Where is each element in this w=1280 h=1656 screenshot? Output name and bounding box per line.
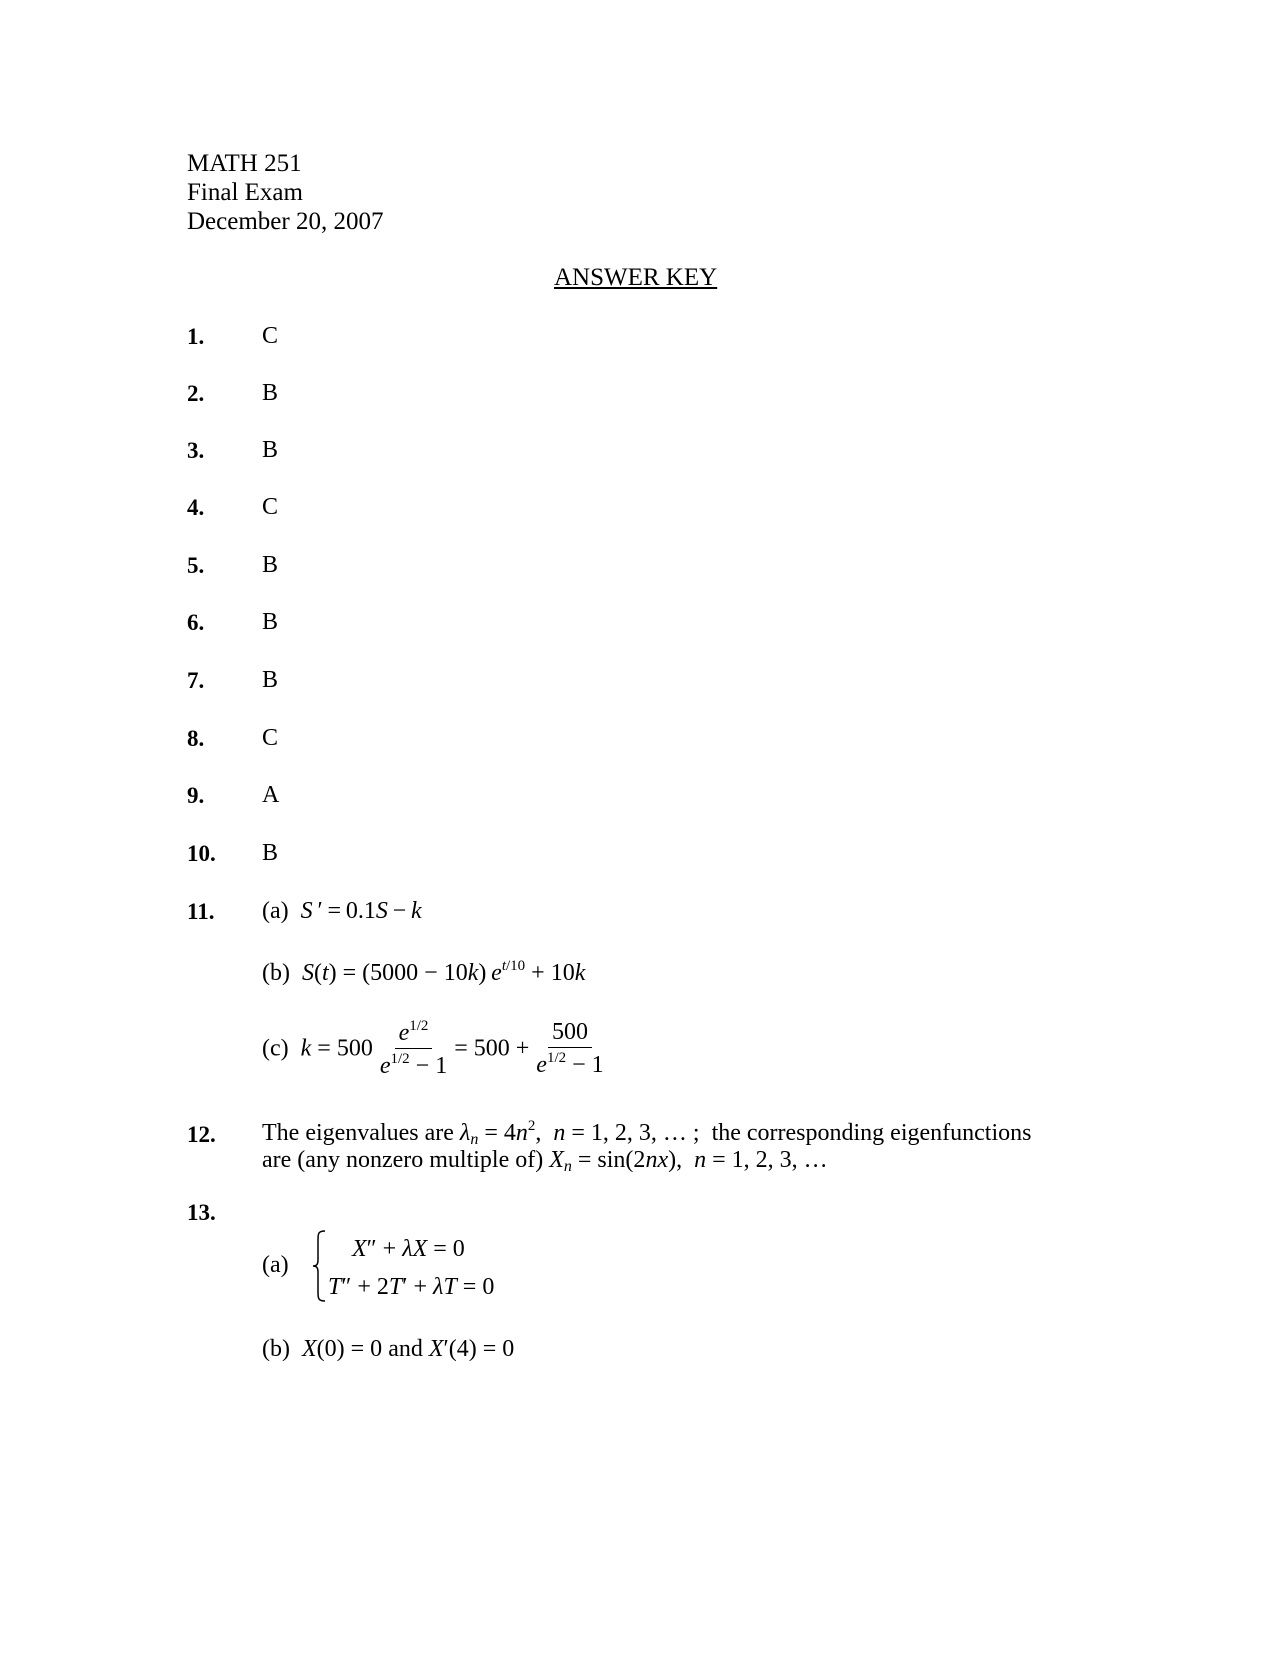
part-label: (a): [262, 1252, 289, 1278]
q12-line-1: The eigenvalues are $\lambda_n = 4n^2$, n = 1, 2, 3, … ; the corresponding eigenfunctions: [262, 1118, 1032, 1148]
answer-letter: B: [262, 840, 279, 866]
ode-x: X″ + λX = 0: [352, 1236, 465, 1262]
question-number: 10.: [187, 841, 216, 866]
question-number: 5.: [187, 553, 205, 578]
fraction: $\frac{500}{e^{1/2} - 1}$: [536, 1019, 604, 1079]
answer-letter: B: [262, 667, 279, 693]
left-brace-icon: [312, 1230, 326, 1302]
answer-letter: C: [262, 494, 279, 520]
question-number: 6.: [187, 610, 205, 635]
question-number: 2.: [187, 381, 205, 406]
q11-part-b: (b) S(t) = (5000 − 10k) $e^{t/10} + 10k$: [262, 958, 586, 986]
q11-part-c: (c) k = 500 $\frac{e^{1/2}}{e^{1/2} - 1}$ = 500 + $\frac{500}{e^{1/2} - 1}$: [262, 1018, 611, 1080]
answer-letter: C: [262, 725, 279, 751]
exam-date: December 20, 2007: [187, 208, 384, 235]
answer-letter: B: [262, 380, 279, 406]
answer-letter: B: [262, 437, 279, 463]
question-number: 12.: [187, 1122, 216, 1147]
question-number: 4.: [187, 495, 205, 520]
page-title: ANSWER KEY: [554, 264, 718, 291]
q12-text: are (any nonzero multiple of): [262, 1147, 544, 1173]
and-text: and: [388, 1336, 423, 1362]
answer-letter: C: [262, 323, 279, 349]
answer-letter: B: [262, 609, 279, 635]
course-name: MATH 251: [187, 150, 302, 177]
question-number: 7.: [187, 668, 205, 693]
q12-line-2: are (any nonzero multiple of) $X_n = \sin(2nx)$, n = 1, 2, 3, …: [262, 1147, 828, 1175]
answer-letter: A: [262, 782, 280, 808]
q13-part-b: (b) X(0) = 0 and X′(4) = 0: [262, 1336, 515, 1362]
answer-letter: B: [262, 552, 279, 578]
question-number: 9.: [187, 783, 205, 808]
question-number: 11.: [187, 899, 215, 924]
part-label: (a): [262, 898, 289, 924]
question-number: 3.: [187, 438, 205, 463]
fraction: $\frac{e^{1/2}}{e^{1/2} - 1}$: [379, 1018, 448, 1080]
q12-text: The eigenvalues are: [262, 1120, 454, 1146]
ode-t: T″ + 2T′ + λT = 0: [328, 1274, 495, 1300]
question-number: 13.: [187, 1200, 216, 1225]
exam-name: Final Exam: [187, 179, 303, 206]
q11-part-a: (a) S ′ = 0.1S − k: [262, 898, 422, 924]
part-label: (b): [262, 1336, 290, 1362]
question-number: 8.: [187, 726, 205, 751]
question-number: 1.: [187, 324, 205, 349]
part-label: (b): [262, 960, 290, 986]
q12-text: the corresponding eigenfunctions: [711, 1120, 1032, 1146]
part-label: (c): [262, 1035, 289, 1062]
